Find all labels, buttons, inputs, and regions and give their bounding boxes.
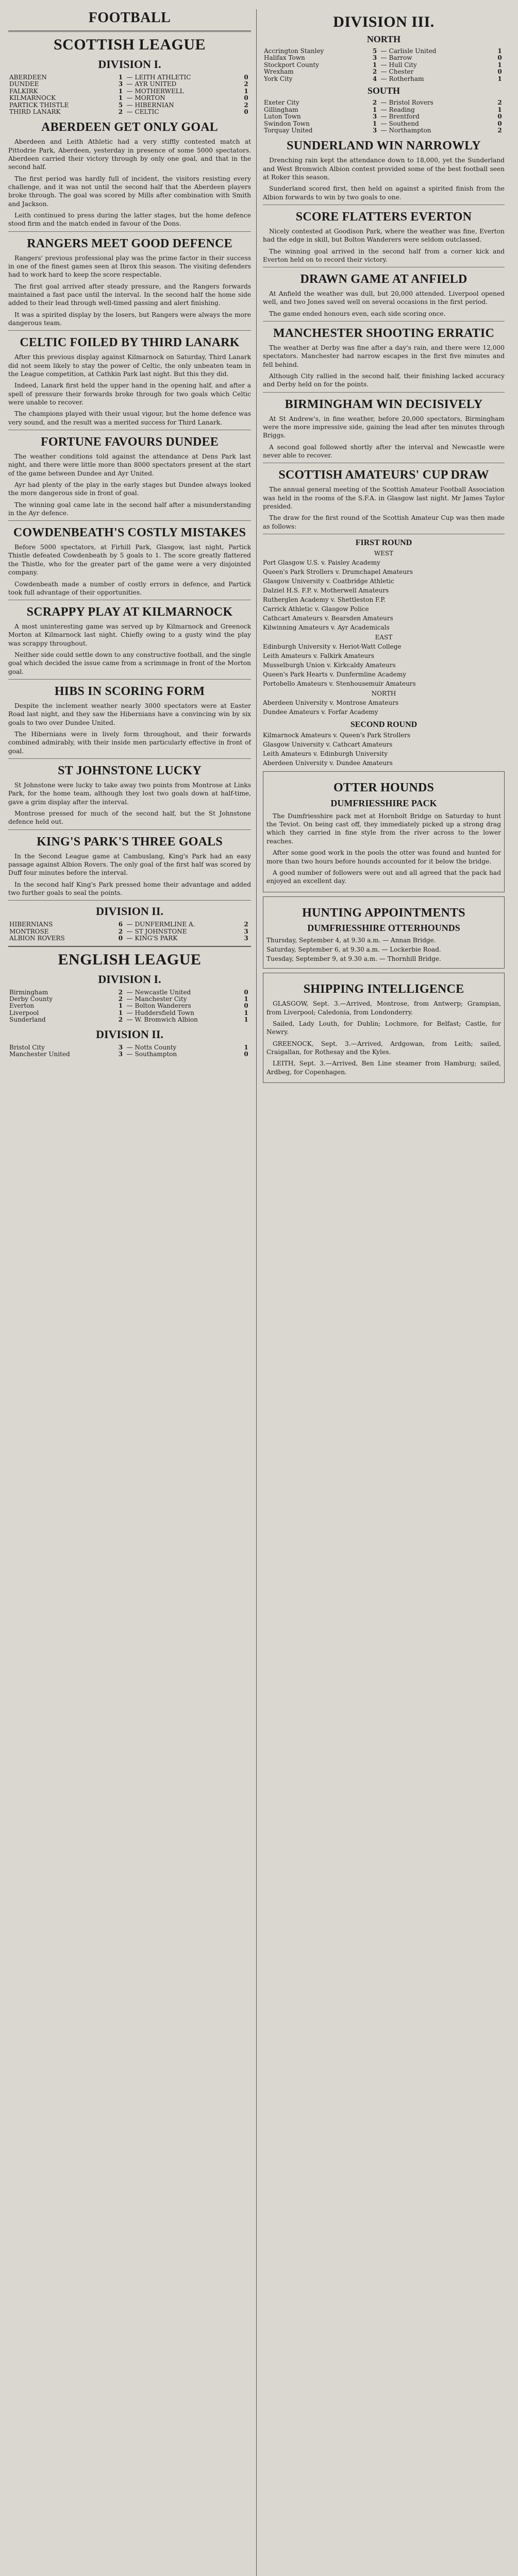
article-paragraph: Ayr had plenty of the play in the early stages but Dundee always looked the more dangerous side in front of goal. <box>8 481 251 497</box>
away-score: 0 <box>497 68 502 76</box>
result-separator: — <box>126 1016 133 1024</box>
away-team: MORTON <box>135 94 165 102</box>
home-score: 2 <box>118 108 123 115</box>
result-row <box>8 996 251 1003</box>
result-separator: — <box>380 120 387 127</box>
result-row <box>8 1003 251 1009</box>
result-row <box>263 48 505 55</box>
news-article <box>8 605 251 680</box>
amateur-west-title: WEST <box>374 549 394 557</box>
home-score: 3 <box>372 113 377 121</box>
news-article <box>8 336 251 430</box>
result-row <box>8 1016 251 1023</box>
fixture-item: Portobello Amateurs v. Stenhousemuir Amateurs <box>263 680 416 687</box>
division-one-title: DIVISION I. <box>98 57 161 71</box>
fixture-item: Carrick Athletic v. Glasgow Police <box>263 605 369 613</box>
result-row <box>8 88 251 95</box>
result-row <box>263 55 505 61</box>
result-row <box>8 109 251 115</box>
result-row <box>8 102 251 109</box>
article-headline: SUNDERLAND WIN NARROWLY <box>287 139 481 153</box>
amateur-second-round-title: SECOND ROUND <box>350 720 417 729</box>
english-division-two-results <box>8 1044 251 1058</box>
article-divider <box>8 231 251 232</box>
result-separator: — <box>126 108 133 115</box>
home-team: HIBERNIANS <box>9 921 53 928</box>
home-score: 3 <box>118 1050 123 1058</box>
article-paragraph: The game ended honours even, each side scoring once. <box>269 310 446 317</box>
hunting-item: Saturday, September 6, at 9.30 a.m. — Lockerbie Road. <box>266 946 441 954</box>
home-team: KILMARNOCK <box>9 94 56 102</box>
home-score: 1 <box>372 61 377 69</box>
fixture-item: Queen's Park Hearts v. Dunfermline Academy <box>263 670 407 678</box>
away-score: 1 <box>497 61 502 69</box>
fixture-item: Queen's Park Strollers v. Drumchapel Amateurs <box>263 568 413 575</box>
news-article <box>263 210 505 267</box>
article-divider <box>263 392 505 393</box>
home-team: Wrexham <box>264 68 294 76</box>
article-paragraph: A second goal followed shortly after the interval and Newcastle were never able to recover. <box>263 443 505 459</box>
result-separator: — <box>126 988 133 996</box>
away-team: W. Bromwich Albion <box>135 1016 198 1024</box>
article-headline: SCOTTISH AMATEURS' CUP DRAW <box>278 468 489 482</box>
article-divider <box>8 829 251 830</box>
division-three-south-results <box>263 99 505 134</box>
result-separator: — <box>126 1002 133 1010</box>
scottish-league-title: SCOTTISH LEAGUE <box>53 36 206 53</box>
result-row <box>263 107 505 113</box>
home-team: Halifax Town <box>264 54 305 62</box>
result-separator: — <box>380 54 387 62</box>
otter-hounds-subtitle: DUMFRIESSHIRE PACK <box>330 798 437 808</box>
result-row <box>8 989 251 996</box>
away-team: Manchester City <box>135 995 187 1003</box>
away-team: Newcastle United <box>135 988 191 996</box>
home-score: 3 <box>118 1043 123 1051</box>
away-score: 0 <box>244 1002 248 1010</box>
away-score: 0 <box>244 1050 248 1058</box>
result-separator: — <box>380 75 387 82</box>
home-score: 3 <box>118 80 123 88</box>
article-paragraph: The weather at Derby was fine after a day's rain, and there were 12,000 spectators. Manchester had narrow escapes in the first five minutes and fell behind. <box>263 344 505 368</box>
away-score: 1 <box>497 75 502 82</box>
article-paragraph: At St Andrew's, in fine weather, before 20,000 spectators, Birmingham were the more impressive side, gaining the lead after ten minutes through Briggs. <box>263 415 505 439</box>
news-article <box>8 237 251 331</box>
fixture-item: Port Glasgow U.S. v. Paisley Academy <box>263 558 380 566</box>
shipping-paragraph: LEITH, Sept. 3.—Arrived, Ben Line steamer from Hamburg; sailed, Ardbeg, for Copenhagen. <box>266 1060 501 1076</box>
home-score: 1 <box>118 73 123 81</box>
amateur-east-title: EAST <box>375 633 393 641</box>
article-divider <box>8 330 251 331</box>
article-divider <box>8 900 251 901</box>
away-team: Rotherham <box>389 75 424 82</box>
result-row <box>263 62 505 69</box>
result-separator: — <box>380 68 387 76</box>
fixture-item: Dalziel H.S. F.P. v. Motherwell Amateurs <box>263 586 389 594</box>
section-divider <box>8 946 251 947</box>
news-article <box>263 468 505 534</box>
home-team: York City <box>264 75 293 82</box>
home-team: PARTICK THISTLE <box>9 101 69 109</box>
result-row <box>263 76 505 82</box>
result-separator: — <box>126 94 133 102</box>
home-score: 1 <box>118 1002 123 1010</box>
away-score: 0 <box>244 73 248 81</box>
right-column <box>257 9 505 2576</box>
home-score: 3 <box>372 54 377 62</box>
article-paragraph: The annual general meeting of the Scottish Amateur Football Association was held in the rooms of the S.F.A. in Glasgow last night. Mr James Taylor presided. <box>263 486 505 510</box>
article-paragraph: In the Second League game at Cambuslang, King's Park had an easy passage against Albion Rovers. The only goal of the first half was scored by Duff four minutes before the interval. <box>8 852 251 877</box>
article-headline: MANCHESTER SHOOTING ERRATIC <box>273 327 495 341</box>
fixture-item: Dundee Amateurs v. Forfar Academy <box>263 708 378 716</box>
amateur-first-round-title: FIRST ROUND <box>355 538 412 547</box>
away-score: 2 <box>244 921 248 928</box>
news-article <box>263 273 505 321</box>
article-paragraph: Rangers' previous professional play was the prime factor in their success in one of the finest games seen at Ibrox this season. The visiting defenders had to work hard to keep the score respectable. <box>8 254 251 279</box>
home-team: Luton Town <box>264 113 301 121</box>
english-division-two-title: DIVISION II. <box>96 1027 163 1041</box>
article-paragraph: The weather conditions told against the attendance at Dens Park last night, and there were little more than 8000 spectators present at the start of the game between Dundee and Ayr United. <box>8 452 251 477</box>
news-article <box>263 398 505 464</box>
result-separator: — <box>126 1050 133 1058</box>
article-headline: RANGERS MEET GOOD DEFENCE <box>27 236 232 250</box>
result-separator: — <box>126 1009 133 1016</box>
home-score: 2 <box>372 99 377 107</box>
division-three-north-results <box>263 48 505 82</box>
hunting-appointments-box <box>263 896 505 969</box>
article-headline: CELTIC FOILED BY THIRD LANARK <box>20 336 240 350</box>
home-team: Manchester United <box>9 1050 70 1058</box>
english-division-one-title: DIVISION I. <box>98 972 161 986</box>
hunting-item: Thursday, September 4, at 9.30 a.m. — Annan Bridge. <box>266 937 436 944</box>
home-score: 2 <box>118 1016 123 1024</box>
result-row <box>8 1051 251 1058</box>
article-paragraph: It was a spirited display by the losers, but Rangers were always the more dangerous team. <box>8 311 251 327</box>
home-score: 1 <box>118 87 123 95</box>
away-team: Notts County <box>135 1043 177 1051</box>
home-team: Swindon Town <box>264 120 310 127</box>
article-paragraph: Neither side could settle down to any constructive football, and the single goal which decided the issue came from a scrimmage in front of the Morton goal. <box>8 651 251 675</box>
article-paragraph: After this previous display against Kilmarnock on Saturday, Third Lanark did not seem likely to stay the power of Celtic, the only unbeaten team in the League competition, at Cathkin Park last night. But this they did. <box>8 353 251 378</box>
away-score: 0 <box>244 94 248 102</box>
english-league-title: ENGLISH LEAGUE <box>58 951 202 968</box>
hunting-appointments-subtitle: DUMFRIESSHIRE OTTERHOUNDS <box>307 923 460 934</box>
otter-paragraph: The Dumfriesshire pack met at Hornbolt Bridge on Saturday to hunt the Teviot. On being cast off, they immediately picked up a strong drag which they carried in fine style from the river across to the lower reaches. <box>266 812 501 845</box>
home-score: 1 <box>118 1009 123 1016</box>
home-team: Liverpool <box>9 1009 39 1016</box>
away-team: Hull City <box>389 61 417 69</box>
left-column <box>8 9 256 2576</box>
result-separator: — <box>380 61 387 69</box>
division-two-title: DIVISION II. <box>96 905 163 918</box>
result-row <box>8 1044 251 1051</box>
otter-hounds-box <box>263 771 505 892</box>
article-paragraph: Indeed, Lanark first held the upper hand in the opening half, and after a spell of pressure their forwards broke through for two goals which Celtic were unable to recover. <box>8 382 251 406</box>
home-team: MONTROSE <box>9 927 49 935</box>
shipping-paragraph: GREENOCK, Sept. 3.—Arrived, Ardgowan, from Leith; sailed, Craigallan, for Rothesay and the Kyles. <box>266 1040 501 1056</box>
article-paragraph: Drenching rain kept the attendance down to 18,000, yet the Sunderland and West Bromwich Albion contest provided some of the best football seen at Roker this season. <box>263 157 505 181</box>
fixture-item: Musselburgh Union v. Kirkcaldy Amateurs <box>263 661 396 669</box>
news-article <box>263 327 505 393</box>
news-article <box>8 435 251 521</box>
result-row <box>8 74 251 81</box>
home-score: 5 <box>372 47 377 55</box>
home-score: 2 <box>372 68 377 76</box>
result-row <box>8 921 251 928</box>
away-score: 1 <box>244 1009 248 1016</box>
away-score: 0 <box>244 108 248 115</box>
result-separator: — <box>126 101 133 109</box>
article-paragraph: The winning goal arrived in the second half from a corner kick and Everton held on to record their victory. <box>263 247 505 263</box>
away-team: Carlisle United <box>389 47 437 55</box>
home-score: 0 <box>118 935 123 942</box>
article-headline: SCRAPPY PLAY AT KILMARNOCK <box>26 605 233 619</box>
away-score: 1 <box>244 995 248 1003</box>
article-headline: BIRMINGHAM WIN DECISIVELY <box>285 397 483 411</box>
home-score: 1 <box>372 120 377 127</box>
result-row <box>8 928 251 935</box>
article-paragraph: The winning goal came late in the second half after a misunderstanding in the Ayr defence. <box>8 501 251 517</box>
away-score: 2 <box>497 99 502 107</box>
hunting-appointments-title: HUNTING APPOINTMENTS <box>302 906 465 920</box>
away-score: 2 <box>497 126 502 134</box>
home-score: 2 <box>118 995 123 1003</box>
article-paragraph: St Johnstone were lucky to take away two points from Montrose at Links Park, for the home team, although they lost two goals down at half-time, gave a grim display after the interval. <box>8 781 251 806</box>
away-team: DUNFERMLINE A. <box>135 921 195 928</box>
away-score: 0 <box>244 988 248 996</box>
article-headline: KING'S PARK'S THREE GOALS <box>37 835 223 849</box>
section-banner: FOOTBALL <box>8 10 251 32</box>
fixture-item: Kilwinning Amateurs v. Ayr Academicals <box>263 623 390 631</box>
hunting-item: Tuesday, September 9, at 9.30 a.m. — Thornhill Bridge. <box>266 955 441 963</box>
fixture-item: Glasgow University v. Coatbridge Athletic <box>263 577 394 585</box>
division-one-results <box>8 74 251 116</box>
away-score: 1 <box>244 1043 248 1051</box>
home-score: 4 <box>372 75 377 82</box>
fixture-item: Aberdeen University v. Montrose Amateurs <box>263 699 399 706</box>
home-score: 1 <box>118 94 123 102</box>
away-team: ST JOHNSTONE <box>135 927 187 935</box>
fixture-item: Rutherglen Academy v. Shettleston F.P. <box>263 596 386 603</box>
article-paragraph: Despite the inclement weather nearly 3000 spectators were at Easter Road last night, and they saw the Hibernians have a convincing win by six goals to two over Dundee United. <box>8 702 251 726</box>
away-score: 3 <box>244 927 248 935</box>
home-team: Exeter City <box>264 99 299 107</box>
article-headline: ABERDEEN GET ONLY GOAL <box>41 121 218 134</box>
shipping-paragraph: Sailed, Lady Louth, for Dublin; Lochmore, for Belfast; Castle, for Newry. <box>266 1020 501 1036</box>
article-headline: FORTUNE FAVOURS DUNDEE <box>41 435 219 449</box>
fixture-item: Kilmarnock Amateurs v. Queen's Park Strollers <box>263 731 411 739</box>
home-team: Everton <box>9 1002 35 1010</box>
division-three-south-title: SOUTH <box>367 86 400 96</box>
news-article <box>263 139 505 205</box>
fixture-item: Cathcart Amateurs v. Bearsden Amateurs <box>263 614 393 622</box>
result-separator: — <box>126 73 133 81</box>
away-score: 0 <box>497 120 502 127</box>
away-team: Barrow <box>389 54 412 62</box>
home-team: THIRD LANARK <box>9 108 61 115</box>
news-article <box>8 764 251 830</box>
article-divider <box>8 679 251 680</box>
news-article <box>8 685 251 759</box>
home-team: DUNDEE <box>9 80 39 88</box>
home-score: 2 <box>118 988 123 996</box>
away-team: Southend <box>389 120 419 127</box>
result-separator: — <box>126 87 133 95</box>
result-separator: — <box>126 995 133 1003</box>
english-division-one-results <box>8 989 251 1024</box>
result-separator: — <box>380 106 387 113</box>
article-paragraph: Before 5000 spectators, at Firhill Park, Glasgow, last night, Partick Thistle defeated Cowdenbeath by 5 goals to 1. The score greatly flattered the Thistle, who for the greater part of the game were a very disjointed company. <box>8 544 251 577</box>
home-team: Birmingham <box>9 988 48 996</box>
article-paragraph: The first period was hardly full of incident, the visitors resisting every challenge, and it was not until the second half that the Aberdeen players broke through. The goal was scored by Mills after combination with Smith and Jackson. <box>8 175 251 208</box>
home-score: 5 <box>118 101 123 109</box>
fixture-item: Glasgow University v. Cathcart Amateurs <box>263 740 393 748</box>
home-score: 3 <box>372 126 377 134</box>
away-team: Chester <box>389 68 414 76</box>
otter-paragraph: After some good work in the pools the otter was found and hunted for more than two hours before hounds accounted for it below the bridge. <box>266 849 501 865</box>
home-score: 6 <box>118 921 123 928</box>
result-row <box>263 99 505 106</box>
result-row <box>263 127 505 134</box>
result-row <box>8 81 251 88</box>
shipping-intelligence-title: SHIPPING INTELLIGENCE <box>303 982 464 996</box>
article-paragraph: Sunderland scored first, then held on against a spirited finish from the Albion forwards to win by two goals to one. <box>263 185 505 201</box>
division-two-results <box>8 921 251 942</box>
away-score: 2 <box>244 101 248 109</box>
otter-hounds-title: OTTER HOUNDS <box>333 781 435 794</box>
article-headline: HIBS IN SCORING FORM <box>54 685 205 699</box>
away-score: 0 <box>497 113 502 121</box>
away-score: 0 <box>497 54 502 62</box>
result-row <box>8 1010 251 1016</box>
away-score: 1 <box>244 1016 248 1024</box>
news-article <box>8 121 251 231</box>
result-separator: — <box>380 126 387 134</box>
article-paragraph: Leith continued to press during the latter stages, but the home defence stood firm and the match ended in favour of the Dons. <box>8 212 251 228</box>
home-team: Bristol City <box>9 1043 45 1051</box>
result-separator: — <box>126 921 133 928</box>
home-team: ABERDEEN <box>9 73 47 81</box>
shipping-intelligence-box <box>263 973 505 1083</box>
article-headline: COWDENBEATH'S COSTLY MISTAKES <box>13 526 246 540</box>
away-team: Bristol Rovers <box>389 99 433 107</box>
away-score: 3 <box>244 935 248 942</box>
article-paragraph: Cowdenbeath made a number of costly errors in defence, and Partick took full advantage of their opportunities. <box>8 580 251 596</box>
article-divider <box>8 758 251 759</box>
away-team: Northampton <box>389 126 431 134</box>
away-score: 1 <box>497 47 502 55</box>
article-paragraph: In the second half King's Park pressed home their advantage and added two further goals to seal the points. <box>8 880 251 896</box>
result-separator: — <box>380 99 387 107</box>
result-row <box>263 113 505 120</box>
result-separator: — <box>126 927 133 935</box>
home-team: Stockport County <box>264 61 320 69</box>
away-score: 2 <box>244 80 248 88</box>
article-paragraph: Aberdeen and Leith Athletic had a very stiffly contested match at Pittodrie Park, Aberdeen, yesterday in presence of some 5000 spectators. Aberdeen carried their victory through by only one goal, and that in the second half. <box>8 138 251 171</box>
news-article <box>8 526 251 600</box>
article-paragraph: Nicely contested at Goodison Park, where the weather was fine, Everton had the edge in skill, but Bolton Wanderers were seldom outclassed. <box>263 227 505 244</box>
home-score: 2 <box>118 927 123 935</box>
away-team: MOTHERWELL <box>135 87 184 95</box>
away-team: Reading <box>389 106 415 113</box>
shipping-paragraph: GLASGOW, Sept. 3.—Arrived, Montrose, from Antwerp; Grampian, from Liverpool; Caledonia, from Londonderry. <box>266 1000 501 1016</box>
result-separator: — <box>380 47 387 55</box>
away-team: HIBERNIAN <box>135 101 174 109</box>
division-three-north-title: NORTH <box>366 34 401 44</box>
away-team: KING'S PARK <box>135 935 178 942</box>
home-team: Torquay United <box>264 126 313 134</box>
article-headline: ST JOHNSTONE LUCKY <box>58 764 202 778</box>
home-team: FALKIRK <box>9 87 38 95</box>
otter-paragraph: A good number of followers were out and all agreed that the pack had enjoyed an excellent day. <box>266 869 501 885</box>
away-score: 1 <box>244 87 248 95</box>
result-row <box>263 121 505 127</box>
away-team: AYR UNITED <box>135 80 177 88</box>
away-team: Brentford <box>389 113 420 121</box>
article-paragraph: A most uninteresting game was served up by Kilmarnock and Greenock Morton at Kilmarnock last night. Chiefly owing to a gusty wind the play was scrappy throughout. <box>8 623 251 647</box>
article-paragraph: The first goal arrived after steady pressure, and the Rangers forwards maintained a fast pace until the interval. In the second half the home side added to their lead through well-timed passing and alert finishing. <box>8 282 251 307</box>
away-score: 1 <box>497 106 502 113</box>
amateur-north-title: NORTH <box>371 689 396 697</box>
article-paragraph: The draw for the first round of the Scottish Amateur Cup was then made as follows: <box>263 514 505 530</box>
fixture-item: Aberdeen University v. Dundee Amateurs <box>263 759 393 767</box>
result-separator: — <box>126 935 133 942</box>
result-row <box>8 935 251 942</box>
article-divider <box>8 520 251 521</box>
result-separator: — <box>380 113 387 121</box>
home-team: Derby County <box>9 995 53 1003</box>
result-row <box>263 69 505 75</box>
fixture-item: Leith Amateurs v. Falkirk Amateurs <box>263 652 374 659</box>
result-row <box>8 95 251 101</box>
away-team: CELTIC <box>135 108 159 115</box>
away-team: Southampton <box>135 1050 177 1058</box>
result-separator: — <box>126 1043 133 1051</box>
home-team: Sunderland <box>9 1016 46 1024</box>
article-paragraph: At Anfield the weather was dull, but 20,000 attended. Liverpool opened well, and two Jones saved well on several occasions in the first period. <box>263 290 505 306</box>
article-paragraph: The champions played with their usual vigour, but the home defence was very sound, and the result was a merited success for Third Lanark. <box>8 410 251 426</box>
home-score: 1 <box>372 106 377 113</box>
result-separator: — <box>126 80 133 88</box>
away-team: LEITH ATHLETIC <box>135 73 191 81</box>
fixture-item: Leith Amateurs v. Edinburgh University <box>263 750 388 757</box>
division-three-title: DIVISION III. <box>333 13 435 30</box>
away-team: Bolton Wanderers <box>135 1002 191 1010</box>
home-team: ALBION ROVERS <box>9 935 65 942</box>
away-team: Huddersfield Town <box>135 1009 194 1016</box>
news-article <box>8 835 251 901</box>
article-paragraph: Montrose pressed for much of the second half, but the St Johnstone defence held out. <box>8 809 251 826</box>
article-headline: SCORE FLATTERS EVERTON <box>295 210 472 224</box>
article-paragraph: Although City rallied in the second half, their finishing lacked accuracy and Derby held on for the points. <box>263 372 505 388</box>
article-headline: DRAWN GAME AT ANFIELD <box>300 273 467 286</box>
article-paragraph: The Hibernians were in lively form throughout, and their forwards combined admirably, with their inside men particularly effective in front of goal. <box>8 731 251 755</box>
fixture-item: Edinburgh University v. Heriot-Watt College <box>263 642 402 650</box>
home-team: Gillingham <box>264 106 298 113</box>
home-team: Accrington Stanley <box>264 47 324 55</box>
